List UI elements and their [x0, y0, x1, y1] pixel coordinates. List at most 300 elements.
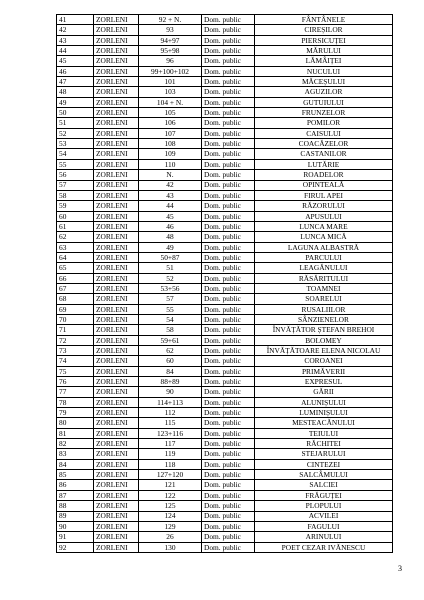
- table-row: [57, 283, 393, 293]
- table-row: [57, 35, 393, 45]
- street-name-cell: LEAGĂNULUI: [255, 263, 393, 273]
- domain-cell: Dom. public: [202, 470, 255, 480]
- domain-cell: Dom. public: [202, 490, 255, 500]
- parcel-number-cell: 99+100+102: [139, 66, 202, 76]
- parcel-number-cell: 54: [139, 314, 202, 324]
- parcel-number-cell: 51: [139, 263, 202, 273]
- locality-cell: ZORLENI: [94, 170, 139, 180]
- domain-cell: Dom. public: [202, 159, 255, 169]
- locality-cell: ZORLENI: [94, 128, 139, 138]
- locality-cell: ZORLENI: [94, 397, 139, 407]
- row-number-cell: 63: [57, 242, 94, 252]
- row-number-cell: 46: [57, 66, 94, 76]
- row-number-cell: 84: [57, 459, 94, 469]
- street-name-cell: LUTĂRIE: [255, 159, 393, 169]
- domain-cell: Dom. public: [202, 325, 255, 335]
- table-row: [57, 263, 393, 273]
- domain-cell: Dom. public: [202, 128, 255, 138]
- row-number-cell: 50: [57, 108, 94, 118]
- row-number-cell: 57: [57, 180, 94, 190]
- table-row: [57, 77, 393, 87]
- parcel-number-cell: 104 + N.: [139, 97, 202, 107]
- table-row: [57, 108, 393, 118]
- parcel-number-cell: 125: [139, 501, 202, 511]
- locality-cell: ZORLENI: [94, 304, 139, 314]
- locality-cell: ZORLENI: [94, 366, 139, 376]
- table-row: [57, 221, 393, 231]
- domain-cell: Dom. public: [202, 180, 255, 190]
- parcel-number-cell: 117: [139, 439, 202, 449]
- table-row: [57, 273, 393, 283]
- street-name-cell: MĂCEȘULUI: [255, 77, 393, 87]
- locality-cell: ZORLENI: [94, 387, 139, 397]
- locality-cell: ZORLENI: [94, 108, 139, 118]
- domain-cell: Dom. public: [202, 25, 255, 35]
- street-name-cell: FRUNZELOR: [255, 108, 393, 118]
- table-row: [57, 118, 393, 128]
- street-name-cell: PIERSICUȚEI: [255, 35, 393, 45]
- row-number-cell: 90: [57, 521, 94, 531]
- parcel-number-cell: 115: [139, 418, 202, 428]
- street-name-cell: NUCULUI: [255, 66, 393, 76]
- street-name-cell: RUSALIILOR: [255, 304, 393, 314]
- domain-cell: Dom. public: [202, 108, 255, 118]
- table-row: [57, 211, 393, 221]
- row-number-cell: 53: [57, 139, 94, 149]
- parcel-number-cell: 43: [139, 190, 202, 200]
- locality-cell: ZORLENI: [94, 242, 139, 252]
- domain-cell: Dom. public: [202, 252, 255, 262]
- parcel-number-cell: 57: [139, 294, 202, 304]
- parcel-number-cell: 123+116: [139, 428, 202, 438]
- street-name-cell: SALCIEI: [255, 480, 393, 490]
- parcel-number-cell: 94+97: [139, 35, 202, 45]
- row-number-cell: 88: [57, 501, 94, 511]
- table-row: [57, 149, 393, 159]
- domain-cell: Dom. public: [202, 232, 255, 242]
- locality-cell: ZORLENI: [94, 56, 139, 66]
- locality-cell: ZORLENI: [94, 221, 139, 231]
- table-row: [57, 128, 393, 138]
- row-number-cell: 64: [57, 252, 94, 262]
- street-name-cell: BOLOMEY: [255, 335, 393, 345]
- domain-cell: Dom. public: [202, 273, 255, 283]
- locality-cell: ZORLENI: [94, 532, 139, 542]
- street-name-cell: ARINULUI: [255, 532, 393, 542]
- table-row: [57, 304, 393, 314]
- domain-cell: Dom. public: [202, 449, 255, 459]
- street-name-cell: RĂCHITEI: [255, 439, 393, 449]
- domain-cell: Dom. public: [202, 56, 255, 66]
- locality-cell: ZORLENI: [94, 480, 139, 490]
- street-name-cell: SÂNZIENELOR: [255, 314, 393, 324]
- table-row: [57, 480, 393, 490]
- locality-cell: ZORLENI: [94, 418, 139, 428]
- locality-cell: ZORLENI: [94, 356, 139, 366]
- domain-cell: Dom. public: [202, 46, 255, 56]
- row-number-cell: 76: [57, 377, 94, 387]
- domain-cell: Dom. public: [202, 35, 255, 45]
- parcel-number-cell: 48: [139, 232, 202, 242]
- locality-cell: ZORLENI: [94, 118, 139, 128]
- row-number-cell: 78: [57, 397, 94, 407]
- table-row: [57, 25, 393, 35]
- street-name-cell: STEJARULUI: [255, 449, 393, 459]
- parcel-number-cell: 49: [139, 242, 202, 252]
- parcel-number-cell: 62: [139, 346, 202, 356]
- table-row: [57, 46, 393, 56]
- street-name-cell: RĂSĂRITULUI: [255, 273, 393, 283]
- parcel-number-cell: N.: [139, 170, 202, 180]
- locality-cell: ZORLENI: [94, 273, 139, 283]
- table-row: [57, 87, 393, 97]
- locality-cell: ZORLENI: [94, 439, 139, 449]
- table-row: [57, 314, 393, 324]
- parcel-number-cell: 110: [139, 159, 202, 169]
- parcel-number-cell: 124: [139, 511, 202, 521]
- parcel-number-cell: 42: [139, 180, 202, 190]
- row-number-cell: 60: [57, 211, 94, 221]
- domain-cell: Dom. public: [202, 356, 255, 366]
- row-number-cell: 56: [57, 170, 94, 180]
- street-name-cell: PARCULUI: [255, 252, 393, 262]
- row-number-cell: 70: [57, 314, 94, 324]
- parcel-number-cell: 50+87: [139, 252, 202, 262]
- table-row: [57, 449, 393, 459]
- domain-cell: Dom. public: [202, 77, 255, 87]
- row-number-cell: 55: [57, 159, 94, 169]
- row-number-cell: 73: [57, 346, 94, 356]
- table-row: [57, 387, 393, 397]
- streets-table-body: [57, 15, 393, 553]
- parcel-number-cell: 107: [139, 128, 202, 138]
- domain-cell: Dom. public: [202, 97, 255, 107]
- domain-cell: Dom. public: [202, 511, 255, 521]
- row-number-cell: 86: [57, 480, 94, 490]
- domain-cell: Dom. public: [202, 242, 255, 252]
- domain-cell: Dom. public: [202, 201, 255, 211]
- row-number-cell: 74: [57, 356, 94, 366]
- domain-cell: Dom. public: [202, 294, 255, 304]
- parcel-number-cell: 90: [139, 387, 202, 397]
- locality-cell: ZORLENI: [94, 408, 139, 418]
- street-name-cell: RĂZORULUI: [255, 201, 393, 211]
- row-number-cell: 85: [57, 470, 94, 480]
- domain-cell: Dom. public: [202, 87, 255, 97]
- locality-cell: ZORLENI: [94, 542, 139, 552]
- domain-cell: Dom. public: [202, 480, 255, 490]
- parcel-number-cell: 60: [139, 356, 202, 366]
- row-number-cell: 41: [57, 15, 94, 25]
- table-row: [57, 66, 393, 76]
- domain-cell: Dom. public: [202, 428, 255, 438]
- domain-cell: Dom. public: [202, 501, 255, 511]
- table-row: [57, 459, 393, 469]
- street-name-cell: COROANEI: [255, 356, 393, 366]
- domain-cell: Dom. public: [202, 408, 255, 418]
- table-row: [57, 242, 393, 252]
- domain-cell: Dom. public: [202, 335, 255, 345]
- table-row: [57, 501, 393, 511]
- locality-cell: ZORLENI: [94, 511, 139, 521]
- street-name-cell: APUSULUI: [255, 211, 393, 221]
- parcel-number-cell: 93: [139, 25, 202, 35]
- domain-cell: Dom. public: [202, 532, 255, 542]
- table-row: [57, 521, 393, 531]
- table-row: [57, 201, 393, 211]
- domain-cell: Dom. public: [202, 387, 255, 397]
- locality-cell: ZORLENI: [94, 263, 139, 273]
- domain-cell: Dom. public: [202, 346, 255, 356]
- row-number-cell: 48: [57, 87, 94, 97]
- domain-cell: Dom. public: [202, 139, 255, 149]
- row-number-cell: 81: [57, 428, 94, 438]
- table-row: [57, 190, 393, 200]
- domain-cell: Dom. public: [202, 377, 255, 387]
- locality-cell: ZORLENI: [94, 46, 139, 56]
- domain-cell: Dom. public: [202, 439, 255, 449]
- table-row: [57, 470, 393, 480]
- street-name-cell: AGUZILOR: [255, 87, 393, 97]
- street-name-cell: ÎNVĂȚĂTOR ȘTEFAN BREHOI: [255, 325, 393, 335]
- parcel-number-cell: 119: [139, 449, 202, 459]
- table-row: [57, 397, 393, 407]
- row-number-cell: 51: [57, 118, 94, 128]
- street-name-cell: SALCÂMULUI: [255, 470, 393, 480]
- street-name-cell: SOARELUI: [255, 294, 393, 304]
- locality-cell: ZORLENI: [94, 501, 139, 511]
- domain-cell: Dom. public: [202, 190, 255, 200]
- row-number-cell: 49: [57, 97, 94, 107]
- domain-cell: Dom. public: [202, 314, 255, 324]
- street-name-cell: FÂNTÂNELE: [255, 15, 393, 25]
- table-row: [57, 377, 393, 387]
- row-number-cell: 91: [57, 532, 94, 542]
- domain-cell: Dom. public: [202, 15, 255, 25]
- street-name-cell: GUTUIULUI: [255, 97, 393, 107]
- page-number: 3: [398, 564, 402, 573]
- street-name-cell: TOAMNEI: [255, 283, 393, 293]
- parcel-number-cell: 105: [139, 108, 202, 118]
- locality-cell: ZORLENI: [94, 25, 139, 35]
- row-number-cell: 54: [57, 149, 94, 159]
- table-row: [57, 490, 393, 500]
- table-row: [57, 180, 393, 190]
- street-name-cell: ROADELOR: [255, 170, 393, 180]
- domain-cell: Dom. public: [202, 283, 255, 293]
- domain-cell: Dom. public: [202, 263, 255, 273]
- parcel-number-cell: 114+113: [139, 397, 202, 407]
- table-row: [57, 294, 393, 304]
- parcel-number-cell: 45: [139, 211, 202, 221]
- row-number-cell: 79: [57, 408, 94, 418]
- parcel-number-cell: 92 + N.: [139, 15, 202, 25]
- parcel-number-cell: 59+61: [139, 335, 202, 345]
- table-row: [57, 97, 393, 107]
- locality-cell: ZORLENI: [94, 35, 139, 45]
- locality-cell: ZORLENI: [94, 490, 139, 500]
- parcel-number-cell: 121: [139, 480, 202, 490]
- domain-cell: Dom. public: [202, 459, 255, 469]
- table-row: [57, 252, 393, 262]
- table-row: [57, 532, 393, 542]
- locality-cell: ZORLENI: [94, 87, 139, 97]
- parcel-number-cell: 127+120: [139, 470, 202, 480]
- street-name-cell: LAGUNA ALBASTRĂ: [255, 242, 393, 252]
- parcel-number-cell: 58: [139, 325, 202, 335]
- row-number-cell: 80: [57, 418, 94, 428]
- locality-cell: ZORLENI: [94, 459, 139, 469]
- street-name-cell: COACĂZELOR: [255, 139, 393, 149]
- parcel-number-cell: 103: [139, 87, 202, 97]
- domain-cell: Dom. public: [202, 118, 255, 128]
- domain-cell: Dom. public: [202, 211, 255, 221]
- row-number-cell: 61: [57, 221, 94, 231]
- street-name-cell: MESTEACĂNULUI: [255, 418, 393, 428]
- parcel-number-cell: 101: [139, 77, 202, 87]
- locality-cell: ZORLENI: [94, 149, 139, 159]
- locality-cell: ZORLENI: [94, 314, 139, 324]
- street-name-cell: PRIMĂVERII: [255, 366, 393, 376]
- street-name-cell: CIREȘILOR: [255, 25, 393, 35]
- domain-cell: Dom. public: [202, 304, 255, 314]
- table-row: [57, 439, 393, 449]
- locality-cell: ZORLENI: [94, 335, 139, 345]
- locality-cell: ZORLENI: [94, 97, 139, 107]
- row-number-cell: 67: [57, 283, 94, 293]
- row-number-cell: 45: [57, 56, 94, 66]
- parcel-number-cell: 118: [139, 459, 202, 469]
- parcel-number-cell: 55: [139, 304, 202, 314]
- parcel-number-cell: 53+56: [139, 283, 202, 293]
- locality-cell: ZORLENI: [94, 377, 139, 387]
- street-name-cell: POMILOR: [255, 118, 393, 128]
- locality-cell: ZORLENI: [94, 159, 139, 169]
- locality-cell: ZORLENI: [94, 252, 139, 262]
- street-name-cell: LĂMÂIȚEI: [255, 56, 393, 66]
- street-name-cell: FIRUL APEI: [255, 190, 393, 200]
- locality-cell: ZORLENI: [94, 325, 139, 335]
- street-name-cell: PLOPULUI: [255, 501, 393, 511]
- parcel-number-cell: 46: [139, 221, 202, 231]
- domain-cell: Dom. public: [202, 170, 255, 180]
- domain-cell: Dom. public: [202, 521, 255, 531]
- row-number-cell: 72: [57, 335, 94, 345]
- table-row: [57, 511, 393, 521]
- table-row: [57, 408, 393, 418]
- table-row: [57, 335, 393, 345]
- table-row: [57, 170, 393, 180]
- table-row: [57, 56, 393, 66]
- locality-cell: ZORLENI: [94, 283, 139, 293]
- table-row: [57, 418, 393, 428]
- row-number-cell: 77: [57, 387, 94, 397]
- locality-cell: ZORLENI: [94, 66, 139, 76]
- locality-cell: ZORLENI: [94, 449, 139, 459]
- domain-cell: Dom. public: [202, 418, 255, 428]
- parcel-number-cell: 130: [139, 542, 202, 552]
- streets-table: [56, 14, 393, 553]
- street-name-cell: TEIULUI: [255, 428, 393, 438]
- locality-cell: ZORLENI: [94, 180, 139, 190]
- domain-cell: Dom. public: [202, 542, 255, 552]
- locality-cell: ZORLENI: [94, 77, 139, 87]
- table-row: [57, 139, 393, 149]
- row-number-cell: 52: [57, 128, 94, 138]
- street-name-cell: MĂRULUI: [255, 46, 393, 56]
- street-name-cell: CASTANILOR: [255, 149, 393, 159]
- parcel-number-cell: 109: [139, 149, 202, 159]
- row-number-cell: 44: [57, 46, 94, 56]
- parcel-number-cell: 106: [139, 118, 202, 128]
- locality-cell: ZORLENI: [94, 232, 139, 242]
- locality-cell: ZORLENI: [94, 521, 139, 531]
- street-name-cell: CINTEZEI: [255, 459, 393, 469]
- table-row: [57, 542, 393, 552]
- row-number-cell: 43: [57, 35, 94, 45]
- locality-cell: ZORLENI: [94, 190, 139, 200]
- parcel-number-cell: 26: [139, 532, 202, 542]
- street-name-cell: LUNCA MARE: [255, 221, 393, 231]
- table-row: [57, 346, 393, 356]
- row-number-cell: 92: [57, 542, 94, 552]
- row-number-cell: 68: [57, 294, 94, 304]
- street-name-cell: LUMINIȘULUI: [255, 408, 393, 418]
- parcel-number-cell: 96: [139, 56, 202, 66]
- street-name-cell: LUNCA MICĂ: [255, 232, 393, 242]
- locality-cell: ZORLENI: [94, 201, 139, 211]
- locality-cell: ZORLENI: [94, 294, 139, 304]
- parcel-number-cell: 129: [139, 521, 202, 531]
- domain-cell: Dom. public: [202, 366, 255, 376]
- row-number-cell: 47: [57, 77, 94, 87]
- locality-cell: ZORLENI: [94, 139, 139, 149]
- row-number-cell: 71: [57, 325, 94, 335]
- row-number-cell: 65: [57, 263, 94, 273]
- table-row: [57, 325, 393, 335]
- street-name-cell: CAISULUI: [255, 128, 393, 138]
- row-number-cell: 87: [57, 490, 94, 500]
- row-number-cell: 75: [57, 366, 94, 376]
- street-name-cell: ALUNIȘULUI: [255, 397, 393, 407]
- table-row: [57, 159, 393, 169]
- row-number-cell: 69: [57, 304, 94, 314]
- row-number-cell: 58: [57, 190, 94, 200]
- domain-cell: Dom. public: [202, 221, 255, 231]
- street-name-cell: FRĂGUȚEI: [255, 490, 393, 500]
- street-name-cell: ACVILEI: [255, 511, 393, 521]
- row-number-cell: 62: [57, 232, 94, 242]
- street-name-cell: ÎNVĂȚĂTOARE ELENA NICOLAU: [255, 346, 393, 356]
- locality-cell: ZORLENI: [94, 470, 139, 480]
- table-row: [57, 15, 393, 25]
- locality-cell: ZORLENI: [94, 211, 139, 221]
- domain-cell: Dom. public: [202, 66, 255, 76]
- row-number-cell: 83: [57, 449, 94, 459]
- domain-cell: Dom. public: [202, 149, 255, 159]
- row-number-cell: 59: [57, 201, 94, 211]
- street-name-cell: OPINTEALĂ: [255, 180, 393, 190]
- street-name-cell: EXPRESUL: [255, 377, 393, 387]
- locality-cell: ZORLENI: [94, 346, 139, 356]
- table-row: [57, 428, 393, 438]
- table-row: [57, 356, 393, 366]
- locality-cell: ZORLENI: [94, 428, 139, 438]
- domain-cell: Dom. public: [202, 397, 255, 407]
- parcel-number-cell: 95+98: [139, 46, 202, 56]
- row-number-cell: 82: [57, 439, 94, 449]
- table-row: [57, 366, 393, 376]
